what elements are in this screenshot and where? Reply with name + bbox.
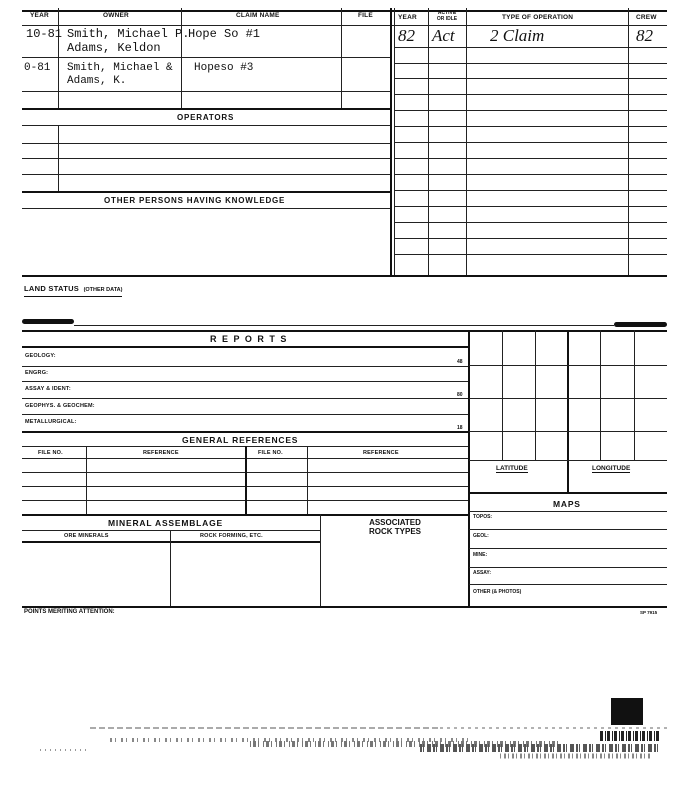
maps-row-label: GEOL: [473,533,489,539]
claim-owner-1a: Smith, Michael P. [67,27,190,41]
header-year: YEAR [30,12,49,19]
claim-owner-2b: Adams, K. [67,75,127,87]
ref-header-file-no: FILE NO. [38,450,63,456]
maps-row-label: OTHER (& PHOTOS) [473,589,522,595]
ref-header-file-no: FILE NO. [258,450,283,456]
header-owner: OWNER [103,12,129,19]
report-label: ASSAY & IDENT: [25,386,71,392]
rock-forming-header: ROCK FORMING, ETC. [200,533,263,539]
operation-crew: 82 [636,26,653,45]
claim-name-2: Hopeso #3 [194,62,254,74]
associated-rock-types-heading: ASSOCIATED ROCK TYPES [368,518,421,536]
general-references-heading: GENERAL REFERENCES [182,435,299,445]
claim-name-1: Hope So #1 [188,27,261,41]
other-persons-heading: OTHER PERSONS HAVING KNOWLEDGE [104,196,286,205]
operation-active: Act [432,26,455,45]
ref-header-reference: REFERENCE [363,450,399,456]
maps-row-label: ASSAY: [473,570,492,576]
operators-heading: OPERATORS [177,113,235,122]
report-label: METALLURGICAL: [25,419,77,425]
claim-year-1: 10-81 [26,27,63,41]
claim-owner-2a: Smith, Michael & [67,62,173,74]
report-number: 80 [457,392,463,398]
operation-type: 2 Claim [490,26,545,45]
land-status-label: LAND STATUS (OTHER DATA) [24,278,122,297]
claim-owner-1b: Adams, Keldon [67,41,161,55]
header-file: FILE [358,12,373,19]
report-number: 18 [457,425,463,431]
report-label: ENGRG: [25,370,49,376]
operation-year: 82 [398,26,415,45]
header-crew: CREW [636,14,657,21]
ore-minerals-header: ORE MINERALS [64,533,109,539]
header-claim-name: CLAIM NAME [236,12,280,19]
scan-noise-strip [0,718,678,778]
report-label: GEOLOGY: [25,353,56,359]
maps-row-label: MINE: [473,552,488,558]
report-label: GEOPHYS. & GEOCHEM: [25,403,95,409]
points-meriting-attention-label: POINTS MERITING ATTENTION: [24,609,115,615]
claim-year-2: 0-81 [24,62,51,74]
latitude-label: LATITUDE [496,465,528,472]
longitude-label: LONGITUDE [592,465,631,472]
report-number: 48 [457,359,463,365]
maps-heading: MAPS [553,499,581,509]
header-type-of-operation: TYPE OF OPERATION [502,14,574,21]
header-active-idle: ACTIVE OR IDLE [436,10,458,22]
ref-header-reference: REFERENCE [143,450,179,456]
mineral-assemblage-heading: MINERAL ASSEMBLAGE [108,518,223,528]
header-year-2: YEAR [398,14,417,21]
maps-row-label: TOPOS: [473,514,493,520]
reports-heading: R E P O R T S [210,334,288,344]
form-id: SP 7915 [640,610,658,615]
